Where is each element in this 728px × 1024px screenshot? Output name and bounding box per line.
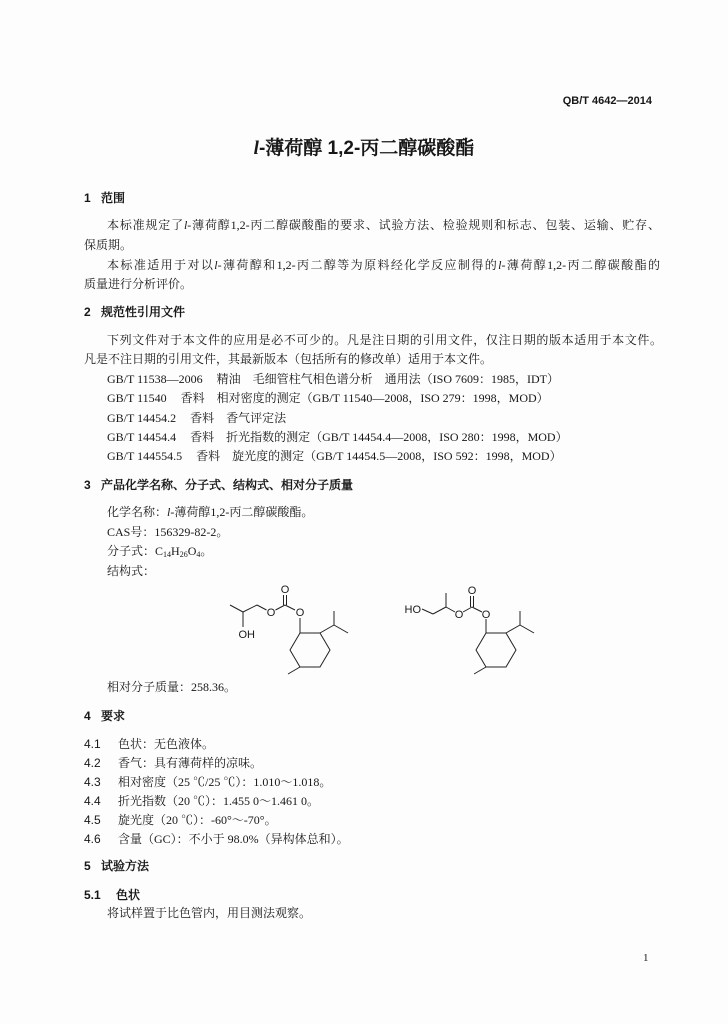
clause-text: 相对密度（25 ℃/25 ℃）：1.010～1.018。 (118, 775, 332, 789)
section-number: 5 (84, 859, 91, 873)
clause-number: 4.3 (84, 775, 101, 789)
clause-number: 4.6 (84, 832, 101, 846)
references-intro-line1: 下列文件对于本文件的应用是必不可少的。凡是注日期的引用文件，仅注日期的版本适用于本文件。 (107, 333, 662, 347)
structure-right (405, 585, 535, 674)
requirement-item (84, 832, 349, 846)
section-2-heading (84, 305, 185, 319)
structural-formulas (200, 578, 560, 682)
element-count: 14 (163, 550, 172, 559)
reference-title: 香料 相对密度的测定（GB/T 11540—2008，ISO 279：1998，MOD） (180, 391, 549, 405)
section-title: 规范性引用文件 (101, 305, 186, 319)
clause-number: 4.2 (84, 756, 101, 770)
subsection-5-1-heading (84, 888, 140, 902)
atom-label-o: O (467, 585, 477, 597)
atom-label-o: O (295, 607, 305, 619)
section-number: 4 (84, 709, 91, 723)
structure-label: 结构式： (107, 564, 156, 578)
italic-l: l (214, 258, 218, 272)
formula-label: 分子式： (107, 544, 156, 558)
requirement-item (84, 756, 262, 770)
scope-para1-line1 (107, 218, 660, 232)
requirement-item (84, 794, 319, 808)
section-1-heading (84, 191, 125, 205)
title-italic-prefix: l (253, 138, 259, 159)
bond (230, 605, 243, 612)
section-3-heading (84, 478, 353, 492)
subsection-number: 5.1 (84, 888, 101, 902)
molecular-mass: 相对分子质量：258.36。 (107, 680, 237, 694)
clause-text: 折光指数（20 ℃）：1.455 0～1.461 0。 (118, 794, 320, 808)
structure-left (230, 584, 348, 674)
italic-l: l (183, 218, 188, 232)
reference-item (107, 449, 562, 463)
reference-title: 香料 旋光度的测定（GB/T 14454.5—2008，ISO 592：1998，MOD） (196, 449, 562, 463)
clause-text: 色状：无色液体。 (118, 737, 215, 751)
clause-text: 含量（GC）：不小于 98.0%（异构体总和）。 (118, 832, 349, 846)
bond (472, 607, 482, 612)
atom-label-oh: OH (238, 629, 255, 641)
element-count: 4 (196, 550, 201, 559)
element-symbol: C (155, 544, 164, 558)
text-run: 本标准规定了 (107, 218, 184, 232)
bond (506, 625, 520, 633)
reference-item (107, 372, 559, 386)
subsection-title: 色状 (116, 888, 141, 902)
section-title: 产品化学名称、分子式、结构式、相对分子质量 (101, 478, 354, 492)
text-run: -薄荷醇和1,2-丙二醇等为原料经化学反应制得的 (217, 258, 499, 272)
document-title (0, 138, 728, 160)
bond (433, 607, 446, 614)
reference-item (107, 411, 286, 425)
bond (276, 605, 286, 610)
section-number: 2 (84, 305, 91, 319)
bond (334, 625, 348, 633)
reference-item (107, 430, 568, 444)
chemical-name (107, 505, 313, 519)
requirement-item (84, 813, 277, 827)
molecular-formula (107, 544, 212, 558)
atom-label-o: O (280, 584, 290, 596)
bond (474, 667, 486, 674)
cyclohexane-ring (290, 633, 330, 667)
clause-text: 旋光度（20 ℃）：-60°～-70°。 (118, 813, 277, 827)
text-run: -薄荷醇1,2-丙二醇碳酸酯的 (501, 258, 660, 272)
atom-label-o: O (266, 607, 276, 619)
text-run: -薄荷醇1,2-丙二醇碳酸酯的要求、试验方法、检验规则和标志、包装、运输、贮存、 (187, 218, 660, 232)
text-run: -薄荷醇1,2-丙二醇碳酸酯。 (170, 505, 314, 519)
reference-code: GB/T 11538—2006 (107, 372, 203, 386)
section-title: 试验方法 (101, 859, 150, 873)
element-symbol: H (171, 544, 180, 558)
standard-code: QB/T 4642—2014 (562, 95, 652, 107)
cyclohexane-ring (476, 633, 516, 667)
atom-label-ho: HO (404, 604, 421, 616)
italic-l: l (167, 505, 171, 519)
reference-code: GB/T 14454.4 (107, 430, 177, 444)
scope-para2-line2: 质量进行分析评价。 (84, 277, 193, 291)
bond (320, 625, 334, 633)
bond (520, 625, 534, 633)
reference-code: GB/T 144554.5 (107, 449, 183, 463)
references-intro-line2: 凡是不注日期的引用文件，其最新版本（包括所有的修改单）适用于本文件。 (84, 352, 493, 366)
italic-l: l (498, 258, 502, 272)
reference-code: GB/T 14454.2 (107, 411, 177, 425)
scope-para2-line1 (107, 258, 660, 272)
element-symbol: O (187, 544, 197, 558)
text-run: 化学名称： (107, 505, 168, 519)
bond (446, 607, 455, 612)
bond (422, 609, 433, 614)
bond (463, 607, 472, 612)
text-run: 。 (200, 544, 213, 558)
section-title: 要求 (101, 709, 126, 723)
clause-number: 4.1 (84, 737, 101, 751)
text-run: 本标准适用于对以 (107, 258, 215, 272)
bond (257, 605, 267, 610)
reference-item (107, 391, 549, 405)
subsection-5-1-text: 将试样置于比色管内，用目测法观察。 (107, 906, 312, 920)
reference-title: 精油 毛细管柱气相色谱分析 通用法（ISO 7609：1985，IDT） (216, 372, 560, 386)
section-number: 1 (84, 191, 91, 205)
atom-label-o: O (481, 609, 491, 621)
bond (285, 605, 295, 610)
title-text: -薄荷醇 1,2-丙二醇碳酸酯 (258, 138, 475, 159)
reference-code: GB/T 11540 (107, 391, 167, 405)
reference-title: 香料 折光指数的测定（GB/T 14454.4—2008，ISO 280：1998，MOD） (190, 430, 568, 444)
clause-text: 香气：具有薄荷样的凉味。 (118, 756, 263, 770)
cas-number: CAS号：156329-82-2。 (107, 525, 229, 539)
atom-label-o: O (454, 609, 464, 621)
section-5-heading (84, 859, 149, 873)
requirement-item (84, 737, 214, 751)
reference-title: 香料 香气评定法 (190, 411, 287, 425)
page-number: 1 (643, 952, 649, 964)
bond (243, 605, 257, 612)
section-title: 范围 (101, 191, 126, 205)
clause-number: 4.5 (84, 813, 101, 827)
bond (288, 667, 300, 674)
element-count: 26 (179, 550, 188, 559)
section-number: 3 (84, 478, 91, 492)
clause-number: 4.4 (84, 794, 101, 808)
scope-para1-line2: 保质期。 (84, 238, 133, 252)
requirement-item (84, 775, 331, 789)
section-4-heading (84, 709, 125, 723)
